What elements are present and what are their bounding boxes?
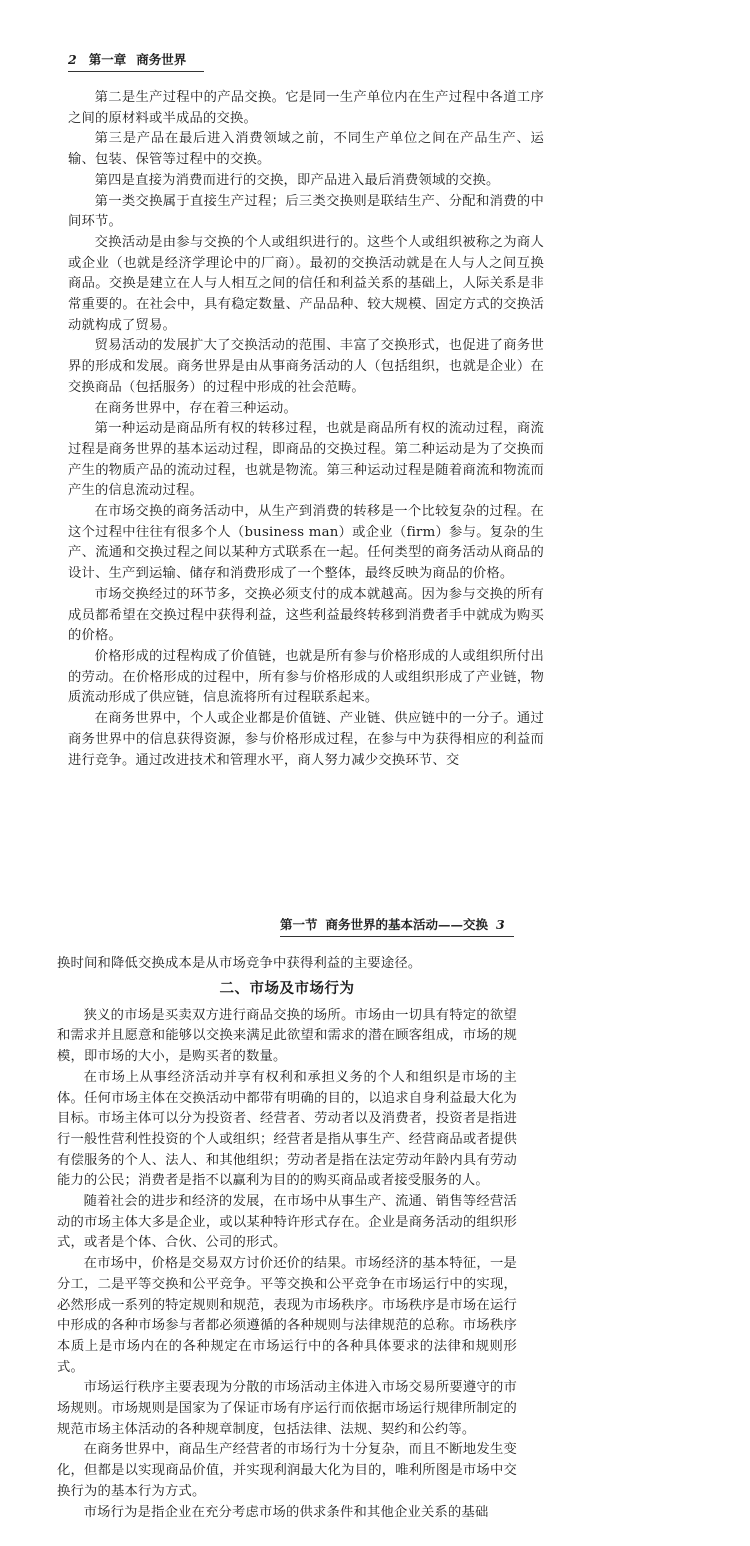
paragraph: 在市场上从事经济活动并享有权利和承担义务的个人和组织是市场的主体。任何市场主体在交换活动中都带有明确的目的，以追求自身利益最大化为目标。市场主体可以分为投资者、经营者、劳动者以及消费者，投资者是指进行一般性营利性投资的个人或组织；经营者是指从事生产、经营商品或者提供有偿服务的个人、法人、和其他组织；劳动者是指在法定劳动年龄内具有劳动能力的公民；消费者是指不以赢利为目的的购买商品或者接受服务的人。 [57,1069,517,1189]
section-label: 第一节 [280,917,318,932]
chapter-title: 商务世界 [136,52,187,67]
paragraph: 贸易活动的发展扩大了交换活动的范围、丰富了交换形式，也促进了商务世界的形成和发展。商务世界是由从事商务活动的人（包括组织，也就是企业）在交换商品（包括服务）的过程中形成的社会范畴。 [68,338,544,395]
body-text [68,88,544,771]
chapter-label: 第一章 [88,52,127,67]
continued-paragraph: 换时间和降低交换成本是从市场竞争中获得利益的主要途径。 [57,956,422,971]
paragraph: 市场交换经过的环节多，交换必须支付的成本就越高。因为参与交换的所有成员都希望在交换过程中获得利益，这些利益最终转移到消费者手中就成为购买的价格。 [68,586,544,644]
running-header [280,915,514,937]
paragraph: 价格形成的过程构成了价值链，也就是所有参与价格形成的人或组织所付出的劳动。在价格形成的过程中，所有参与价格形成的人或组织形成了产业链，物质流动形成了供应链，信息流将所有过程联系起来。 [68,648,544,706]
paragraph: 第一类交换属于直接生产过程；后三类交换则是联结生产、分配和消费的中间环节。 [68,193,544,230]
page-3 [0,870,750,1546]
paragraph: 市场运行秩序主要表现为分散的市场活动主体进入市场交易所要遵守的市场规则。市场规则是国家为了保证市场有序运行而依据市场运行规律所制定的规范市场主体活动的各种规章制度，包括法律、法规、契约和公约等。 [57,1380,517,1437]
paragraph: 在商务世界中，个人或企业都是价值链、产业链、供应链中的一分子。通过商务世界中的信息获得资源，参与价格形成过程，在参与中为获得相应的利益而进行竞争。通过改进技术和管理水平，商人努力减少交换环节、交 [68,711,544,768]
paragraph: 第四是直接为消费而进行的交换，即产品进入最后消费领域的交换。 [94,172,500,188]
paragraph: 在商务世界中，存在着三种运动。 [94,400,298,416]
paragraph: 交换活动是由参与交换的个人或组织进行的。这些个人或组织被称之为商人或企业（也就是经济学理论中的厂商）。最初的交换活动就是在人与人之间互换商品。交换是建立在人与人相互之间的信任和利益关系的基础上，人际关系是非常重要的。在社会中，具有稳定数量、产品品种、较大规模、固定方式的交换活动就构成了贸易。 [68,234,544,333]
paragraph: 第二是生产过程中的产品交换。它是同一生产单位内在生产过程中各道工序之间的原材料或半成品的交换。 [68,90,544,126]
running-header [68,50,204,72]
paragraph: 在市场交换的商务活动中，从生产到消费的转移是一个比较复杂的过程。在这个过程中往往有很多个人（business man）或企业（firm）参与。复杂的生产、流通和交换过程之间以某种方式联系在一起。任何类型的商务活动从商品的设计、生产到运输、储存和消费形成了一个整体，最终反映为商品的价格。 [68,504,544,582]
page-number: 3 [496,917,505,932]
paragraph: 在市场中，价格是交易双方讨价还价的结果。市场经济的基本特征，一是分工，二是平等交换和公平竞争。平等交换和公平竞争在市场运行中的实现，必然形成一系列的特定规则和规范，表现为市场秩序。市场秩序是市场在运行中形成的各种市场参与者都必须遵循的各种规则与法律规范的总称。市场秩序本质上是市场内在的各种规定在市场运行中的各种具体要求的法律和规则形式。 [57,1256,517,1375]
paragraph: 在商务世界中，商品生产经营者的市场行为十分复杂，而且不断地发生变化，但都是以实现商品价值，并实现利润最大化为目的，唯利所图是市场中交换行为的基本行为方式。 [57,1442,517,1499]
paragraph: 市场行为是指企业在充分考虑市场的供求条件和其他企业关系的基础 [83,1504,489,1520]
paragraph: 随着社会的进步和经济的发展，在市场中从事生产、流通、销售等经营活动的市场主体大多是企业，或以某种特许形式存在。企业是商务活动的组织形式，或者是个体、合伙、公司的形式。 [57,1194,517,1251]
section-title: 商务世界的基本活动——交换 [325,917,489,932]
section-heading: 二、市场及市场行为 [219,980,355,997]
paragraph: 第一种运动是商品所有权的转移过程，也就是商品所有权的流动过程，商流过程是商务世界的基本运动过程，即商品的交换过程。第二种运动是为了交换而产生的物质产品的流动过程，也就是物流。第三种运动过程是随着商流和物流而产生的信息流动过程。 [68,421,544,499]
paragraph: 狭义的市场是买卖双方进行商品交换的场所。市场由一切具有特定的欲望和需求并且愿意和能够以交换来满足此欲望和需求的潜在顾客组成，市场的规模，即市场的大小，是购买者的数量。 [57,1007,517,1065]
page-number: 2 [68,52,77,67]
body-text [57,954,517,1523]
paragraph: 第三是产品在最后进入消费领域之前，不同生产单位之间在产品生产、运输、包装、保管等过程中的交换。 [68,131,544,168]
